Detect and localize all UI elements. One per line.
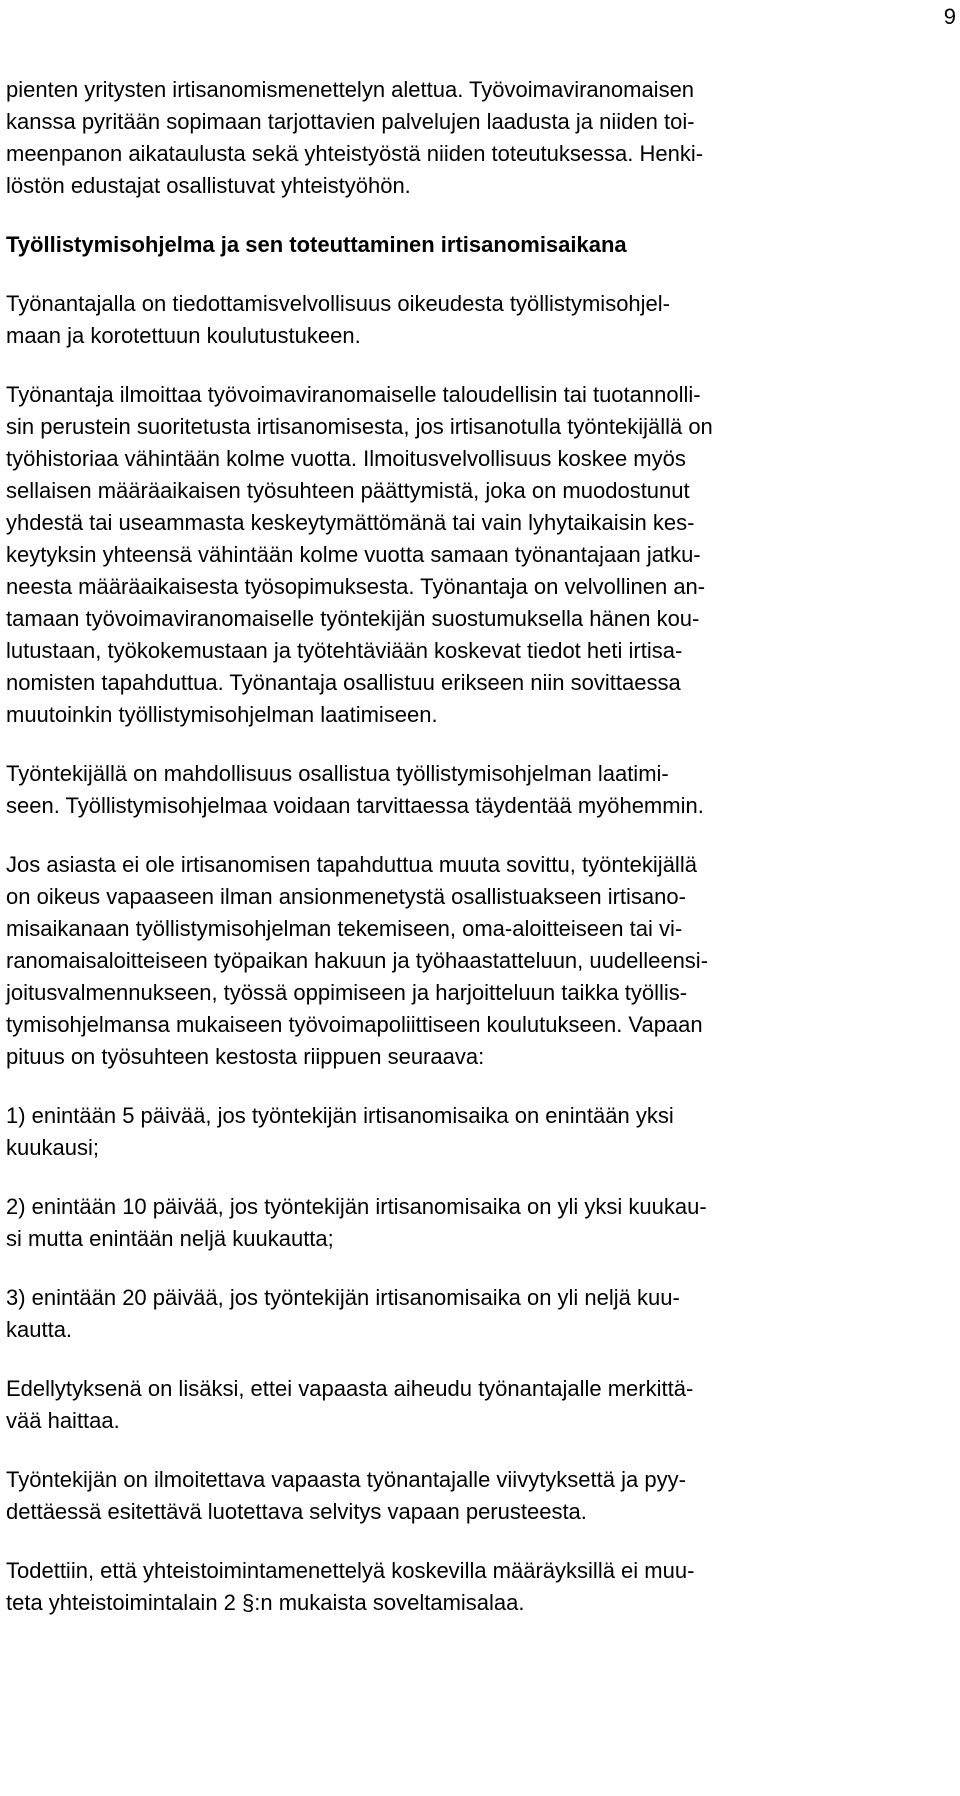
text-line: seen. Työllistymisohjelmaa voidaan tarvittaessa täydentää myöhemmin. bbox=[6, 793, 704, 818]
text-line: 3) enintään 20 päivää, jos työntekijän irtisanomisaika on yli neljä kuu- bbox=[6, 1285, 680, 1310]
text-line: löstön edustajat osallistuvat yhteistyöhön. bbox=[6, 173, 411, 198]
paragraph bbox=[6, 1373, 838, 1437]
text-line: sellaisen määräaikaisen työsuhteen päättymistä, joka on muodostunut bbox=[6, 478, 690, 503]
text-line: teta yhteistoimintalain 2 §:n mukaista soveltamisalaa. bbox=[6, 1590, 525, 1615]
list-item bbox=[6, 1100, 838, 1164]
text-line: pituus on työsuhteen kestosta riippuen seuraava: bbox=[6, 1044, 485, 1069]
text-line: Työnantaja ilmoittaa työvoimaviranomaiselle taloudellisin tai tuotannolli- bbox=[6, 382, 701, 407]
text-line: meenpanon aikataulusta sekä yhteistyöstä niiden toteutuksessa. Henki- bbox=[6, 141, 704, 166]
text-line: si mutta enintään neljä kuukautta; bbox=[6, 1226, 334, 1251]
text-line: on oikeus vapaaseen ilman ansionmenetystä osallistuakseen irtisano- bbox=[6, 884, 686, 909]
list-item bbox=[6, 1282, 838, 1346]
text-line: ranomaisaloitteiseen työpaikan hakuun ja työhaastatteluun, uudelleensi- bbox=[6, 948, 709, 973]
text-line: 2) enintään 10 päivää, jos työntekijän irtisanomisaika on yli yksi kuukau- bbox=[6, 1194, 707, 1219]
text-line: neesta määräaikaisesta työsopimuksesta. Työnantaja on velvollinen an- bbox=[6, 574, 706, 599]
text-line: Työntekijällä on mahdollisuus osallistua työllistymisohjelman laatimi- bbox=[6, 761, 669, 786]
text-line: nomisten tapahduttua. Työnantaja osallistuu erikseen niin sovittaessa bbox=[6, 670, 681, 695]
text-line: maan ja korotettuun koulutustukeen. bbox=[6, 323, 361, 348]
text-line: Edellytyksenä on lisäksi, ettei vapaasta aiheudu työnantajalle merkittä- bbox=[6, 1376, 694, 1401]
text-line: Todettiin, että yhteistoimintamenettelyä koskevilla määräyksillä ei muu- bbox=[6, 1558, 695, 1583]
text-line: joitusvalmennukseen, työssä oppimiseen ja harjoitteluun taikka työllis- bbox=[6, 980, 688, 1005]
text-line: Jos asiasta ei ole irtisanomisen tapahduttua muuta sovittu, työntekijällä bbox=[6, 852, 697, 877]
document-body bbox=[6, 74, 838, 1619]
text-line: tamaan työvoimaviranomaiselle työntekijän suostumuksella hänen kou- bbox=[6, 606, 700, 631]
paragraph bbox=[6, 288, 838, 352]
section-heading: Työllistymisohjelma ja sen toteuttaminen irtisanomisaikana bbox=[6, 232, 627, 257]
text-line: misaikanaan työllistymisohjelman tekemiseen, oma-aloitteiseen tai vi- bbox=[6, 916, 683, 941]
text-line: kanssa pyritään sopimaan tarjottavien palvelujen laadusta ja niiden toi- bbox=[6, 109, 695, 134]
paragraph bbox=[6, 758, 838, 822]
paragraph bbox=[6, 1464, 838, 1528]
text-line: dettäessä esitettävä luotettava selvitys vapaan perusteesta. bbox=[6, 1499, 587, 1524]
text-line: työhistoriaa vähintään kolme vuotta. Ilmoitusvelvollisuus koskee myös bbox=[6, 446, 686, 471]
text-line: 1) enintään 5 päivää, jos työntekijän irtisanomisaika on enintään yksi bbox=[6, 1103, 674, 1128]
paragraph bbox=[6, 1555, 838, 1619]
text-line: keytyksin yhteensä vähintään kolme vuotta samaan työnantajaan jatku- bbox=[6, 542, 701, 567]
list-item bbox=[6, 1191, 838, 1255]
paragraph bbox=[6, 849, 838, 1073]
text-line: tymisohjelmansa mukaiseen työvoimapoliittiseen koulutukseen. Vapaan bbox=[6, 1012, 703, 1037]
text-line: sin perustein suoritetusta irtisanomisesta, jos irtisanotulla työntekijällä on bbox=[6, 414, 713, 439]
paragraph bbox=[6, 379, 838, 731]
text-line: lutustaan, työkokemustaan ja työtehtäviään koskevat tiedot heti irtisa- bbox=[6, 638, 683, 663]
text-line: Työntekijän on ilmoitettava vapaasta työnantajalle viivytyksettä ja pyy- bbox=[6, 1467, 686, 1492]
text-line: pienten yritysten irtisanomismenettelyn alettua. Työvoimaviranomaisen bbox=[6, 77, 695, 102]
text-line: muutoinkin työllistymisohjelman laatimiseen. bbox=[6, 702, 438, 727]
text-line: kuukausi; bbox=[6, 1135, 99, 1160]
page-number: 9 bbox=[943, 4, 956, 29]
text-line: vää haittaa. bbox=[6, 1408, 120, 1433]
text-line: yhdestä tai useammasta keskeytymättömänä tai vain lyhytaikaisin kes- bbox=[6, 510, 695, 535]
text-line: Työnantajalla on tiedottamisvelvollisuus oikeudesta työllistymisohjel- bbox=[6, 291, 670, 316]
paragraph bbox=[6, 74, 838, 202]
text-line: kautta. bbox=[6, 1317, 73, 1342]
